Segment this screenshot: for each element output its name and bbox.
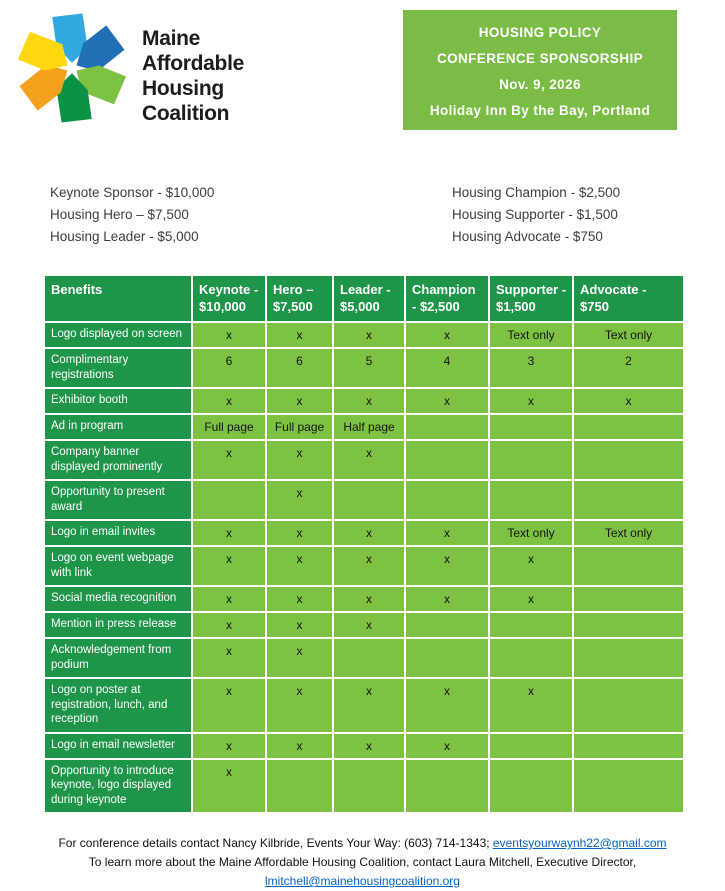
value-cell: 3 bbox=[490, 349, 572, 387]
table-row bbox=[45, 613, 683, 637]
value-cell: x bbox=[193, 679, 265, 732]
banner-line: Holiday Inn By the Bay, Portland bbox=[429, 103, 651, 118]
benefit-cell: Social media recognition bbox=[45, 587, 191, 611]
footer-text: To learn more about the Maine Affordable Housing Coalition, contact Laura Mitchell, Executive Director, bbox=[88, 855, 637, 869]
value-cell: x bbox=[334, 389, 404, 413]
banner-line: HOUSING POLICY bbox=[478, 25, 602, 40]
value-cell bbox=[490, 613, 572, 637]
value-cell bbox=[193, 481, 265, 519]
value-cell: x bbox=[193, 639, 265, 677]
value-cell: x bbox=[267, 481, 332, 519]
value-cell: Half page bbox=[334, 415, 404, 439]
table-row bbox=[45, 389, 683, 413]
value-cell bbox=[574, 679, 683, 732]
value-cell bbox=[574, 760, 683, 813]
value-cell bbox=[334, 481, 404, 519]
header-row bbox=[45, 276, 683, 321]
sponsor-levels-right-list bbox=[452, 182, 620, 248]
value-cell bbox=[490, 760, 572, 813]
conference-banner bbox=[403, 10, 677, 130]
value-cell bbox=[406, 613, 488, 637]
table-row bbox=[45, 679, 683, 732]
column-header-advocate bbox=[574, 276, 683, 321]
footer-line-2 bbox=[0, 853, 725, 891]
sponsor-levels-section bbox=[0, 182, 725, 248]
value-cell: x bbox=[193, 587, 265, 611]
value-cell: x bbox=[574, 389, 683, 413]
value-cell bbox=[490, 415, 572, 439]
value-cell: x bbox=[267, 441, 332, 479]
value-cell: x bbox=[406, 389, 488, 413]
benefits-table bbox=[43, 274, 685, 814]
value-cell: x bbox=[334, 734, 404, 758]
column-header-champion bbox=[406, 276, 488, 321]
value-cell: Text only bbox=[574, 323, 683, 347]
benefit-cell: Opportunity to introduce keynote, logo displayed during keynote bbox=[45, 760, 191, 813]
mahc-pinwheel-logo-icon bbox=[14, 10, 130, 126]
footer-line-1 bbox=[0, 834, 725, 853]
value-cell: x bbox=[193, 521, 265, 545]
value-cell: Full page bbox=[193, 415, 265, 439]
benefit-cell: Complimentary registrations bbox=[45, 349, 191, 387]
sponsor-level-item: Housing Hero – $7,500 bbox=[50, 207, 189, 222]
value-cell: Full page bbox=[267, 415, 332, 439]
column-header-label: Hero – $7,500 bbox=[273, 282, 314, 314]
column-header-supporter bbox=[490, 276, 572, 321]
value-cell bbox=[574, 415, 683, 439]
value-cell bbox=[574, 613, 683, 637]
value-cell: x bbox=[406, 679, 488, 732]
column-header-leader bbox=[334, 276, 404, 321]
column-header-label: Supporter - $1,500 bbox=[496, 282, 567, 314]
value-cell: x bbox=[406, 521, 488, 545]
column-header-label: Leader - $5,000 bbox=[340, 282, 391, 314]
benefit-cell: Ad in program bbox=[45, 415, 191, 439]
table-row bbox=[45, 481, 683, 519]
table-row bbox=[45, 441, 683, 479]
sponsor-level-item: Housing Leader - $5,000 bbox=[50, 229, 199, 244]
sponsor-level-item: Housing Advocate - $750 bbox=[452, 229, 603, 244]
value-cell bbox=[406, 760, 488, 813]
value-cell: x bbox=[334, 679, 404, 732]
value-cell: 6 bbox=[267, 349, 332, 387]
table-row bbox=[45, 521, 683, 545]
value-cell bbox=[490, 481, 572, 519]
value-cell bbox=[334, 760, 404, 813]
value-cell bbox=[574, 441, 683, 479]
sponsor-levels-left-list bbox=[50, 182, 452, 248]
table-row bbox=[45, 587, 683, 611]
contact-footer bbox=[0, 834, 725, 891]
column-header-label: Keynote - $10,000 bbox=[199, 282, 259, 314]
table-row bbox=[45, 349, 683, 387]
value-cell: x bbox=[193, 547, 265, 585]
value-cell: 6 bbox=[193, 349, 265, 387]
value-cell: Text only bbox=[574, 521, 683, 545]
logo-word: Maine bbox=[142, 27, 201, 50]
value-cell: x bbox=[267, 323, 332, 347]
director-email-link[interactable]: lmitchell@mainehousingcoalition.org bbox=[265, 874, 460, 888]
value-cell: x bbox=[267, 734, 332, 758]
value-cell: x bbox=[490, 587, 572, 611]
logo-word: Coalition bbox=[142, 102, 230, 125]
value-cell bbox=[574, 481, 683, 519]
value-cell bbox=[490, 639, 572, 677]
value-cell: x bbox=[193, 734, 265, 758]
value-cell bbox=[406, 639, 488, 677]
sponsor-level-item: Housing Champion - $2,500 bbox=[452, 185, 621, 200]
sponsor-level-item: Housing Supporter - $1,500 bbox=[452, 207, 618, 222]
value-cell bbox=[574, 734, 683, 758]
value-cell bbox=[574, 639, 683, 677]
benefit-cell: Logo on event webpage with link bbox=[45, 547, 191, 585]
table-row bbox=[45, 760, 683, 813]
logo-word: Affordable bbox=[142, 52, 245, 75]
column-header-benefits bbox=[45, 276, 191, 321]
benefits-table-header bbox=[45, 276, 683, 321]
column-header-label: Champion - $2,500 bbox=[412, 282, 476, 314]
value-cell bbox=[574, 587, 683, 611]
value-cell: x bbox=[334, 323, 404, 347]
table-row bbox=[45, 639, 683, 677]
sponsor-level-item: Keynote Sponsor - $10,000 bbox=[50, 185, 215, 200]
value-cell: x bbox=[490, 389, 572, 413]
value-cell: x bbox=[334, 441, 404, 479]
column-header-label: Advocate - $750 bbox=[580, 282, 647, 314]
banner-line: Nov. 9, 2026 bbox=[499, 77, 581, 92]
value-cell bbox=[406, 481, 488, 519]
logo-word: Housing bbox=[142, 77, 224, 100]
value-cell: x bbox=[334, 547, 404, 585]
value-cell bbox=[406, 441, 488, 479]
value-cell: x bbox=[490, 679, 572, 732]
value-cell: x bbox=[334, 587, 404, 611]
benefit-cell: Mention in press release bbox=[45, 613, 191, 637]
benefit-cell: Logo displayed on screen bbox=[45, 323, 191, 347]
value-cell: x bbox=[267, 639, 332, 677]
value-cell bbox=[406, 415, 488, 439]
value-cell: x bbox=[267, 613, 332, 637]
mahc-logo bbox=[14, 10, 244, 126]
benefit-cell: Company banner displayed prominently bbox=[45, 441, 191, 479]
value-cell bbox=[334, 639, 404, 677]
value-cell: 4 bbox=[406, 349, 488, 387]
benefit-cell: Opportunity to present award bbox=[45, 481, 191, 519]
value-cell: x bbox=[193, 760, 265, 813]
value-cell: Text only bbox=[490, 323, 572, 347]
value-cell: x bbox=[267, 521, 332, 545]
benefit-cell: Exhibitor booth bbox=[45, 389, 191, 413]
value-cell: x bbox=[406, 587, 488, 611]
column-header-label: Benefits bbox=[51, 282, 103, 297]
value-cell: x bbox=[406, 323, 488, 347]
banner-line: CONFERENCE SPONSORSHIP bbox=[436, 51, 644, 66]
table-row bbox=[45, 323, 683, 347]
value-cell: x bbox=[406, 734, 488, 758]
conference-email-link[interactable]: eventsyourwaynh22@gmail.com bbox=[492, 836, 667, 850]
table-row bbox=[45, 734, 683, 758]
value-cell: x bbox=[490, 547, 572, 585]
value-cell: 2 bbox=[574, 349, 683, 387]
benefits-table-body bbox=[45, 323, 683, 812]
value-cell bbox=[490, 441, 572, 479]
table-row bbox=[45, 415, 683, 439]
benefit-cell: Acknowledgement from podium bbox=[45, 639, 191, 677]
value-cell: x bbox=[193, 389, 265, 413]
value-cell: x bbox=[193, 613, 265, 637]
benefit-cell: Logo on poster at registration, lunch, and reception bbox=[45, 679, 191, 732]
logo-wordmark bbox=[142, 26, 244, 126]
value-cell bbox=[267, 760, 332, 813]
footer-text: For conference details contact Nancy Kilbride, Events Your Way: (603) 714-1343; bbox=[58, 836, 493, 850]
column-header-hero bbox=[267, 276, 332, 321]
value-cell: Text only bbox=[490, 521, 572, 545]
value-cell: x bbox=[267, 587, 332, 611]
value-cell bbox=[574, 547, 683, 585]
value-cell: x bbox=[193, 323, 265, 347]
benefit-cell: Logo in email newsletter bbox=[45, 734, 191, 758]
value-cell: x bbox=[267, 389, 332, 413]
page-header bbox=[0, 0, 725, 130]
value-cell: 5 bbox=[334, 349, 404, 387]
value-cell: x bbox=[406, 547, 488, 585]
benefit-cell: Logo in email invites bbox=[45, 521, 191, 545]
column-header-keynote bbox=[193, 276, 265, 321]
value-cell: x bbox=[334, 613, 404, 637]
table-row bbox=[45, 547, 683, 585]
value-cell: x bbox=[193, 441, 265, 479]
value-cell bbox=[490, 734, 572, 758]
value-cell: x bbox=[334, 521, 404, 545]
value-cell: x bbox=[267, 679, 332, 732]
value-cell: x bbox=[267, 547, 332, 585]
